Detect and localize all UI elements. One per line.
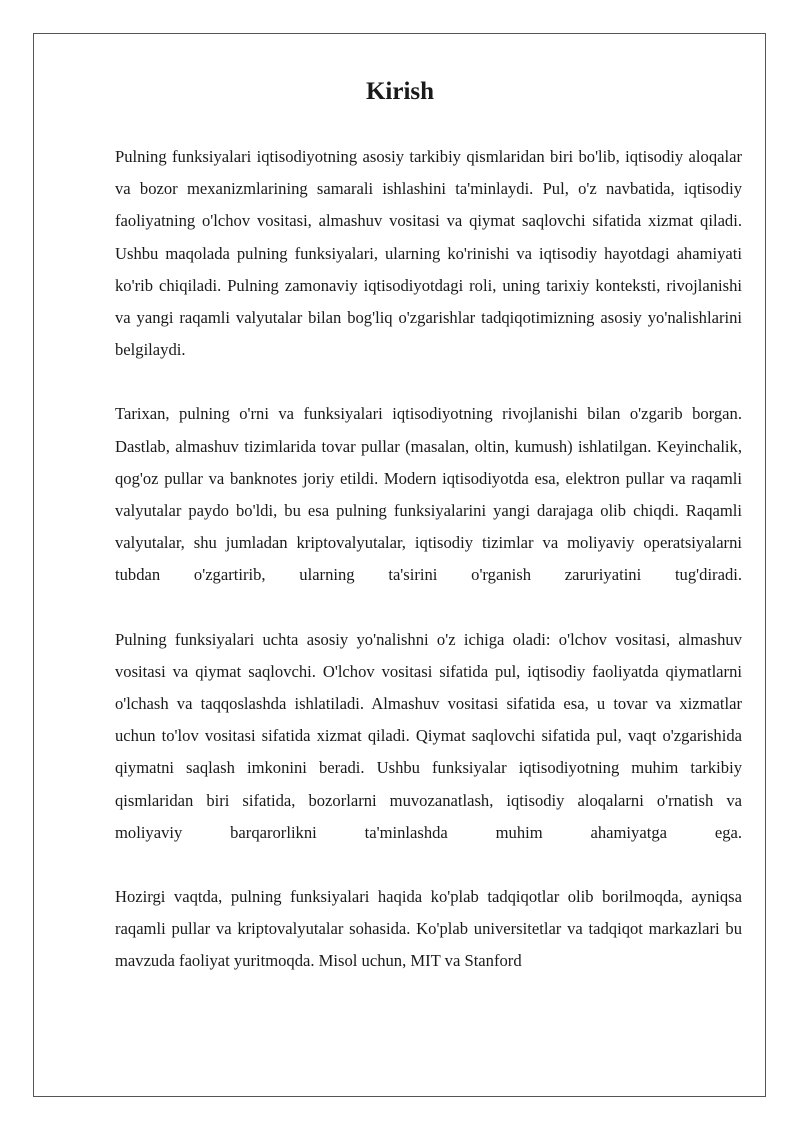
document-body [115,141,742,1010]
paragraph-3: Pulning funksiyalari uchta asosiy yo'nalishni o'z ichiga oladi: o'lchov vositasi, almashuv vositasi va qiymat saqlovchi. O'lchov vositasi sifatida pul, iqtisodiy faoliyatda qiymatlarni o'lchash va taqqoslashda ishlatiladi. Almashuv vositasi sifatida esa, u tovar va xizmatlar uchun to'lov vositasi sifatida xizmat qiladi. Qiymat saqlovchi sifatida pul, vaqt o'zgarishida qiymatni saqlash imkonini beradi. Ushbu funksiyalar iqtisodiyotning muhim tarkibiy qismlaridan biri sifatida, bozorlarni muvozanatlash, iqtisodiy aloqalarni o'rnatish va moliyaviy barqarorlikni ta'minlashda muhim ahamiyatga ega. [115,629,742,842]
paragraph-2: Tarixan, pulning o'rni va funksiyalari iqtisodiyotning rivojlanishi bilan o'zgarib borgan. Dastlab, almashuv tizimlarida tovar pullar (masalan, oltin, kumush) ishlatilgan. Keyinchalik, qog'oz pullar va banknotes joriy etildi. Modern iqtisodiyotda esa, elektron pullar va raqamli valyutalar paydo bo'ldi, bu esa pulning funksiyalarini yangi darajaga olib chiqdi. Raqamli valyutalar, shu jumladan kriptovalyutalar, iqtisodiy tizimlar va moliyaviy operatsiyalarni tubdan o'zgartirib, ularning ta'sirini o'rganish zaruriyatini tug'diradi. [115,404,742,585]
paragraph-4: Hozirgi vaqtda, pulning funksiyalari haqida ko'plab tadqiqotlar olib borilmoqda, ayniqsa raqamli pullar va kriptovalyutalar sohasida. Ko'plab universitetlar va tadqiqot markazlari bu mavzuda faoliyat yuritmoqda. Misol uchun, MIT va Stanford [115,887,742,971]
paragraph-1: Pulning funksiyalari iqtisodiyotning asosiy tarkibiy qismlaridan biri bo'lib, iqtisodiy aloqalar va bozor mexanizmlarining samarali ishlashini ta'minlaydi. Pul, o'z navbatida, iqtisodiy faoliyatning o'lchov vositasi, almashuv vositasi va qiymat saqlovchi sifatida xizmat qiladi. Ushbu maqolada pulning funksiyalari, ularning ko'rinishi va iqtisodiy hayotdagi ahamiyati ko'rib chiqiladi. Pulning zamonaviy iqtisodiyotdagi roli, uning tarixiy konteksti, rivojlanishi va yangi raqamli valyutalar bilan bog'liq o'zgarishlar tadqiqotimizning asosiy yo'nalishlarini belgilaydi. [115,147,742,360]
document-title: Kirish [365,78,435,105]
